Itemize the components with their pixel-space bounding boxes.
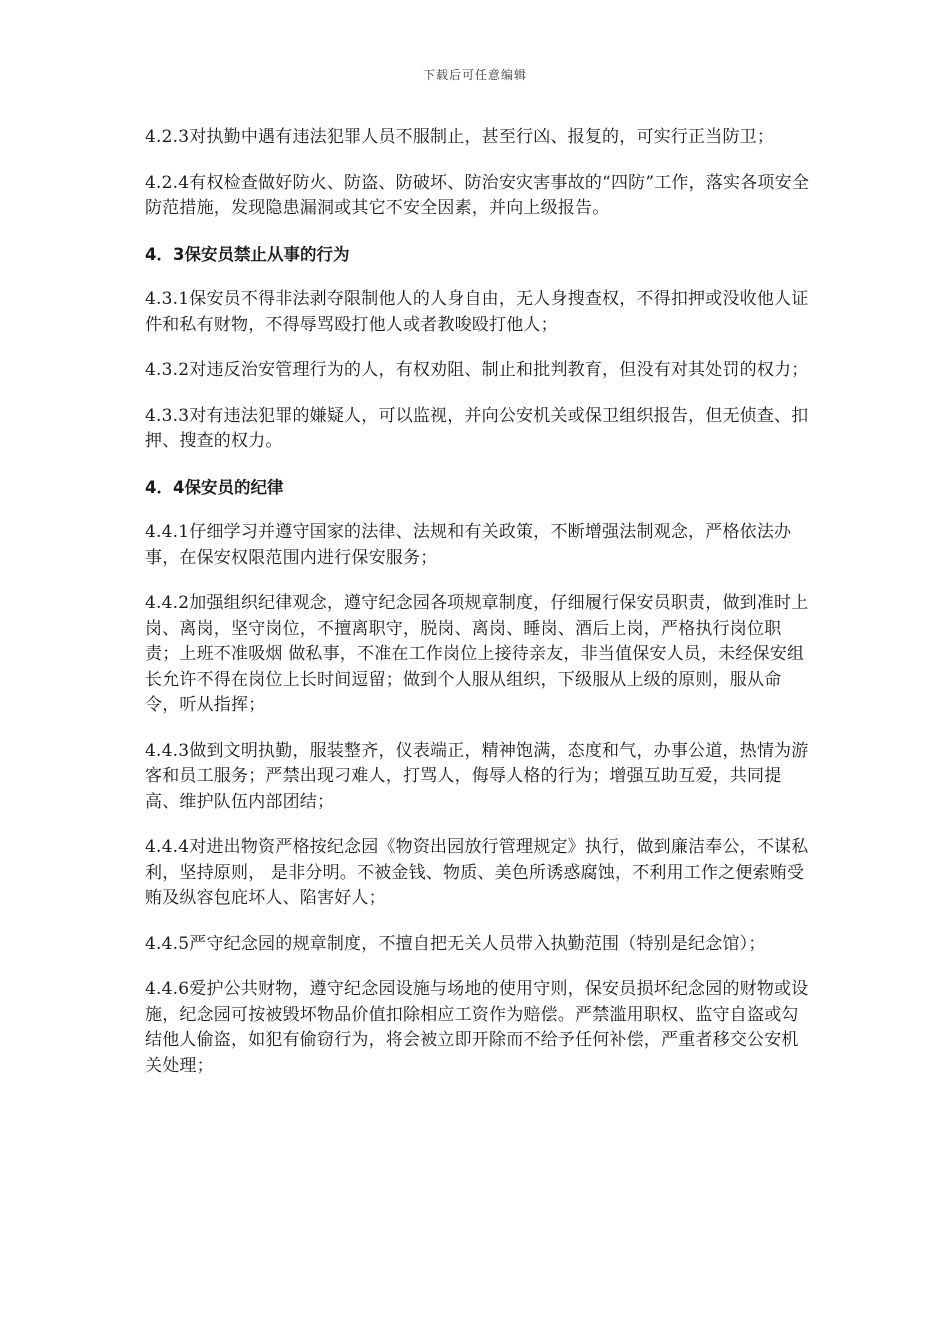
section-heading-4-3: 4．3保安员禁止从事的行为 <box>145 244 350 264</box>
clause-4-3-1: 4.3.1保安员不得非法剥夺限制他人的人身自由，无人身搜查权，不得扣押或没收他人证件和私有财物，不得辱骂殴打他人或者教唆殴打他人； <box>145 289 809 335</box>
clause-4-4-3: 4.4.3做到文明执勤，服装整齐，仪表端正，精神饱满，态度和气，办事公道，热情为游客和员工服务；严禁出现刁难人，打骂人，侮辱人格的行为；增强互助互爱，共同提高、维护队伍内部团结； <box>145 740 809 812</box>
section-heading-4-4: 4．4保安员的纪律 <box>145 477 284 497</box>
clause-4-4-2: 4.4.2加强组织纪律观念，遵守纪念园各项规章制度，仔细履行保安员职责，做到准时上岗、离岗，坚守岗位，不擅离职守，脱岗、离岗、睡岗、酒后上岗，严格执行岗位职责；上班不准吸烟 做私事，不准在工作岗位上接待亲友，非当值保安人员，未经保安组长允许不得在岗位上长时间逗留；做到个人服从组织，下级服从上级的原则，服从命令，听从指挥； <box>145 593 809 715</box>
clause-4-4-6: 4.4.6爱护公共财物，遵守纪念园设施与场地的使用守则，保安员损坏纪念园的财物或设施，纪念园可按被毁坏物品价值扣除相应工资作为赔偿。严禁滥用职权、监守自盗或勾结他人偷盗，如犯有偷窃行为，将会被立即开除而不给予任何补偿，严重者移交公安机关处理； <box>145 979 809 1076</box>
clause-4-4-1: 4.4.1仔细学习并遵守国家的法律、法规和有关政策，不断增强法制观念，严格依法办事，在保安权限范围内进行保安服务； <box>145 522 792 568</box>
clause-4-2-3: 4.2.3对执勤中遇有违法犯罪人员不服制止，甚至行凶、报复的，可实行正当防卫； <box>145 127 775 147</box>
clause-4-3-2: 4.3.2对违反治安管理行为的人，有权劝阻、制止和批判教育，但没有对其处罚的权力； <box>145 360 809 380</box>
clause-4-4-5: 4.4.5严守纪念园的规章制度，不擅自把无关人员带入执勤范围（特别是纪念馆）； <box>145 933 766 954</box>
clause-4-3-3: 4.3.3对有违法犯罪的嫌疑人，可以监视，并向公安机关或保卫组织报告，但无侦查、扣押、搜查的权力。 <box>145 405 809 451</box>
document-body <box>145 125 810 1099</box>
page-header: 下载后可任意编辑 <box>422 68 527 82</box>
clause-4-4-4: 4.4.4对进出物资严格按纪念园《物资出园放行管理规定》执行，做到廉洁奉公，不谋私利，坚持原则， 是非分明。不被金钱、物质、美色所诱惑腐蚀，不利用工作之便索贿受贿及纵容包庇坏人、陷害好人； <box>145 837 809 908</box>
clause-4-2-4: 4.2.4有权检查做好防火、防盗、防破坏、防治安灾害事故的“四防”工作，落实各项安全防范措施，发现隐患漏洞或其它不安全因素，并向上级报告。 <box>145 172 810 218</box>
